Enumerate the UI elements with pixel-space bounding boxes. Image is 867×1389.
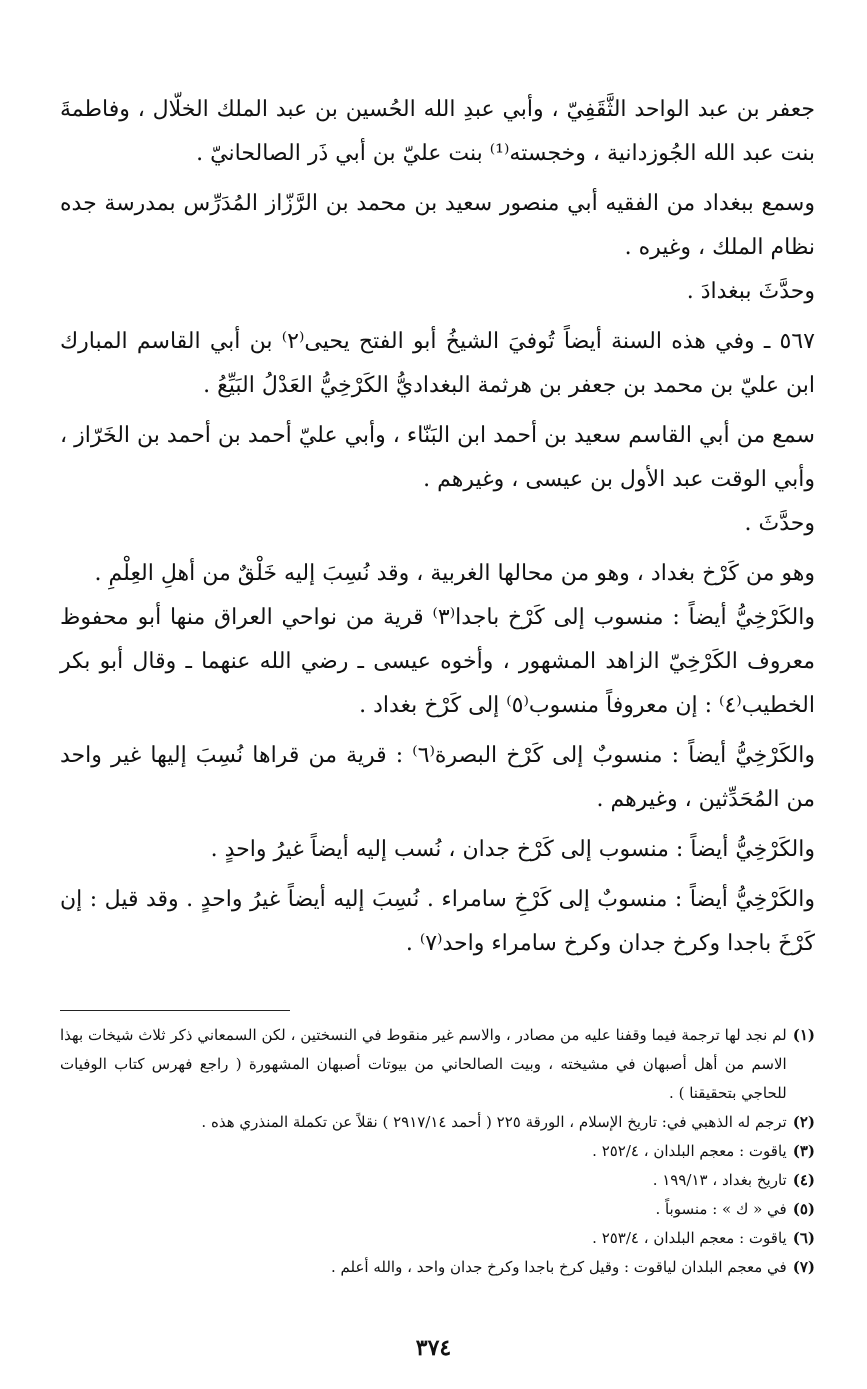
footnote-number: (٣)	[792, 1142, 815, 1160]
footnote	[60, 1137, 815, 1166]
footnote	[60, 1253, 815, 1282]
footnote-text: لم نجد لها ترجمة فيما وقفنا عليه من مصادر ، والاسم غير منقوط في النسختين ، لكن السمعاني ذكر ثلاث شيخات بهذا الاسم من أهل أصبهان في مشيخته ، وبيت الصالحاني من بيوتات أصبهان المشهورة ( راجع فهرس كتاب الوفيات للحاجي بتحقيقنا ) .	[60, 1026, 787, 1102]
footnote-number: (٧)	[792, 1258, 815, 1276]
paragraph-11: والكَرْخِيُّ أيضاً : منسوبٌ إلى كَرْخِ سامراء . نُسِبَ إليه أيضاً غيرُ واحدٍ . وقد قيل : إن كَرْخَ باجدا وكرخ جدان وكرخ سامراء واحد⁽٧⁾ .	[60, 887, 815, 956]
footnote-number: (٦)	[792, 1229, 815, 1247]
paragraph-10: والكَرْخِيُّ أيضاً : منسوب إلى كَرْخ جدان ، نُسب إليه أيضاً غيرُ واحدٍ .	[210, 837, 815, 862]
footnote-number: (٤)	[792, 1171, 815, 1189]
paragraph-9: والكَرْخِيُّ أيضاً : منسوبٌ إلى كَرْخ البصرة⁽٦⁾ : قرية من قراها نُسِبَ إليها غير واحد من المُحَدِّثين ، وغيرهم .	[60, 743, 815, 812]
footnote	[60, 1021, 815, 1108]
footnote	[60, 1195, 815, 1224]
paragraph-2: وسمع ببغداد من الفقيه أبي منصور سعيد بن محمد بن الرَّزّاز المُدَرِّس بمدرسة جده نظام الملك ، وغيره .	[60, 191, 815, 260]
footnote-number: (٥)	[792, 1200, 815, 1218]
footnote-text: ترجم له الذهبي في: تاريخ الإسلام ، الورقة ٢٢٥ ( أحمد ٢٩١٧/١٤ ) نقلاً عن تكملة المنذري هذه .	[201, 1113, 787, 1131]
footnote-text: تاريخ بغداد ، ١٩٩/١٣ .	[652, 1171, 787, 1189]
footnote	[60, 1108, 815, 1137]
footnotes	[60, 1021, 815, 1282]
paragraph-3: وحدَّثَ ببغدادَ .	[686, 279, 815, 304]
paragraph-6: وحدَّثَ .	[744, 511, 815, 536]
main-text	[60, 88, 815, 966]
paragraph-7: وهو من كَرْخ بغداد ، وهو من محالها الغربية ، وقد نُسِبَ إليه خَلْقٌ من أهلِ العِلْمِ .	[94, 561, 815, 586]
footnote	[60, 1166, 815, 1195]
footnote-text: ياقوت : معجم البلدان ، ٢٥٣/٤ .	[592, 1229, 787, 1247]
footnote	[60, 1224, 815, 1253]
footnote-number: (١)	[792, 1026, 815, 1044]
paragraph-entry-567: ٥٦٧ ـ وفي هذه السنة أيضاً تُوفيَ الشيخُ أبو الفتح يحيى⁽٢⁾ بن أبي القاسم المبارك ابن عليّ بن محمد بن جعفر بن هرثمة البغداديُّ الكَرْخِيُّ العَدْلُ البَيِّعُ .	[60, 329, 815, 398]
footnote-text: في معجم البلدان لياقوت : وقيل كرخ باجدا وكرخ جدان واحد ، والله أعلم .	[330, 1258, 787, 1276]
paragraph-8: والكَرْخِيُّ أيضاً : منسوب إلى كَرْخ باجدا⁽٣⁾ قرية من نواحي العراق منها أبو محفوظ معروف الكَرْخِيّ الزاهد المشهور ، وأخوه عيسى ـ رضي الله عنهما ـ وقال أبو بكر الخطيب⁽٤⁾ : إن معروفاً منسوب⁽٥⁾ إلى كَرْخ بغداد .	[60, 605, 815, 718]
footnote-text: ياقوت : معجم البلدان ، ٢٥٢/٤ .	[592, 1142, 787, 1160]
footnote-separator	[60, 1010, 290, 1011]
paragraph-1: جعفر بن عبد الواحد الثَّقَفِيّ ، وأبي عبدِ الله الحُسين بن عبد الملك الخلّال ، وفاطمةَ بنت عبد الله الجُوزدانية ، وخجسته⁽¹⁾ بنت عليّ بن أبي ذَر الصالحانيّ .	[60, 97, 815, 166]
paragraph-5: سمع من أبي القاسم سعيد بن أحمد ابن البَنّاء ، وأبي عليّ أحمد بن أحمد بن الخَرّاز ، وأبي الوقت عبد الأول بن عيسى ، وغيرهم .	[60, 423, 815, 492]
page-number: ٣٧٤	[415, 1335, 452, 1361]
footnote-number: (٢)	[792, 1113, 815, 1131]
footnote-text: في « ك » : منسوباً .	[655, 1200, 787, 1218]
